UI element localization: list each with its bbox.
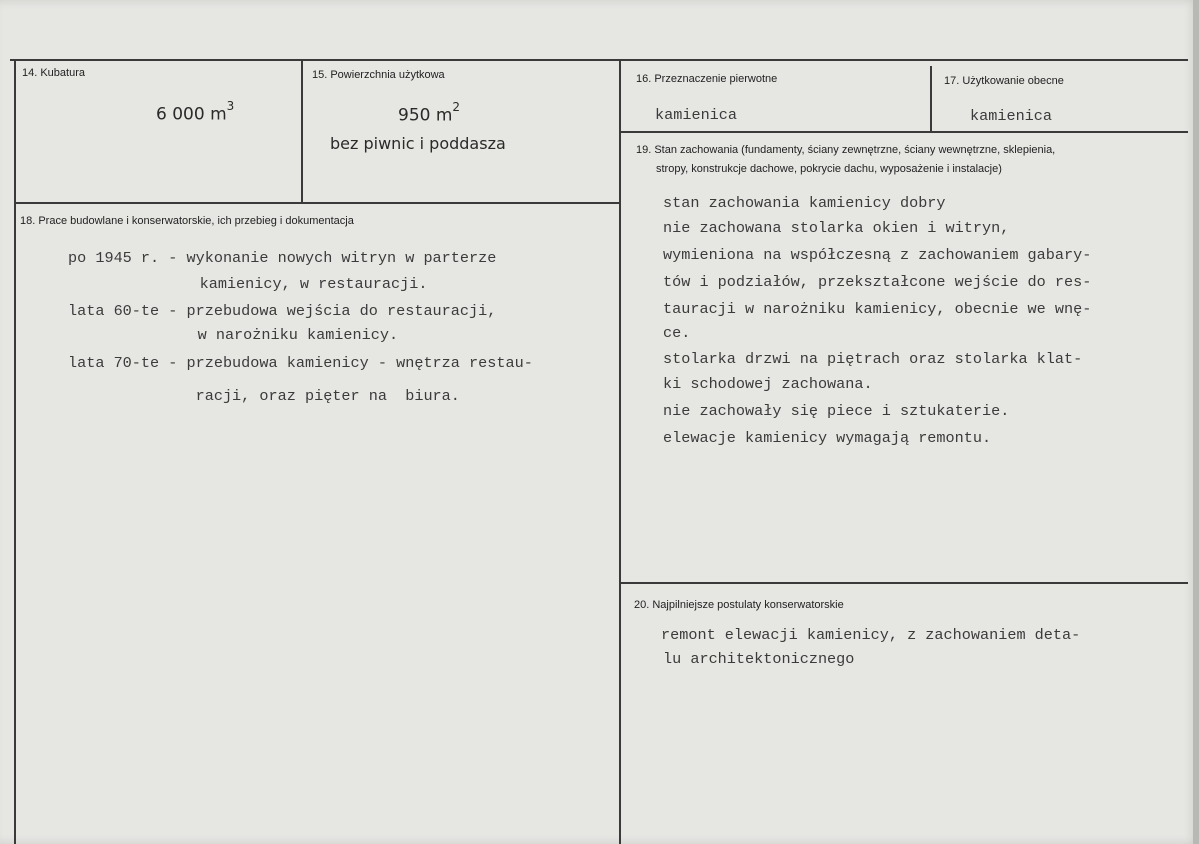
powierzchnia-value (398, 100, 461, 126)
stan-label-line1: 19. Stan zachowania (fundamenty, ściany zewnętrzne, ściany wewnętrzne, sklepienia, (636, 144, 1056, 156)
rule-19-20 (620, 582, 1188, 584)
prace-line: lata 70-te - przebudowa kamienicy - wnętrza restau- (68, 354, 533, 372)
stan-line: tauracji w narożniku kamienicy, obecnie we wnę- (663, 300, 1092, 318)
uzytkowanie-value: kamienica (970, 107, 1053, 125)
stan-line: ki schodowej zachowana. (663, 375, 873, 393)
stan-line: nie zachowały się piece i sztukaterie. (663, 402, 1010, 420)
kubatura-unit-exponent: 3 (226, 99, 235, 113)
prace-line: po 1945 r. - wykonanie nowych witryn w parterze (68, 249, 497, 267)
stan-line: ce. (663, 324, 691, 342)
left-rule (14, 60, 16, 844)
center-divider (619, 60, 621, 844)
stan-line: elewacje kamienicy wymagają remontu. (663, 429, 992, 447)
stan-line: tów i podziałów, przekształcone wejście do res- (663, 273, 1092, 291)
prace-label: 18. Prace budowlane i konserwatorskie, ich przebieg i dokumentacja (20, 215, 354, 227)
przeznaczenie-value: kamienica (655, 106, 738, 124)
card-edge-shadow (1193, 0, 1199, 844)
kubatura-value (156, 99, 235, 125)
powierzchnia-note: bez piwnic i poddasza (330, 134, 506, 153)
stan-line: stolarka drzwi na piętrach oraz stolarka klat- (663, 350, 1083, 368)
powierzchnia-number: 950 m (398, 105, 453, 126)
postulaty-line: remont elewacji kamienicy, z zachowaniem deta- (661, 626, 1081, 644)
przeznaczenie-label: 16. Przeznaczenie pierwotne (636, 73, 778, 85)
powierzchnia-label: 15. Powierzchnia użytkowa (312, 69, 445, 81)
stan-label-line2: stropy, konstrukcje dachowe, pokrycie dachu, wyposażenie i instalacje) (656, 163, 1002, 175)
kubatura-label: 14. Kubatura (22, 67, 85, 79)
kubatura-number: 6 000 m (156, 104, 227, 125)
row1-bottom-rule (14, 202, 621, 204)
stan-line: nie zachowana stolarka okien i witryn, (663, 219, 1010, 237)
rule-16-17-bottom (620, 131, 1188, 133)
prace-line: w narożniku kamienicy. (70, 326, 399, 344)
stan-line: stan zachowania kamienicy dobry (663, 194, 946, 212)
uzytkowanie-label: 17. Użytkowanie obecne (944, 75, 1064, 87)
stan-line: wymieniona na współczesną z zachowaniem gabary- (663, 246, 1092, 264)
postulaty-line: lu architektonicznego (663, 650, 855, 668)
postulaty-label: 20. Najpilniejsze postulaty konserwatorskie (634, 599, 844, 611)
powierzchnia-unit-exponent: 2 (452, 100, 461, 114)
divider-16-17 (930, 66, 932, 132)
prace-line: kamienicy, w restauracji. (72, 275, 428, 293)
divider-14-15 (301, 60, 303, 204)
top-rule (10, 59, 1188, 61)
prace-line: lata 60-te - przebudowa wejścia do restauracji, (68, 302, 497, 320)
prace-line: racji, oraz pięter na biura. (68, 387, 460, 405)
